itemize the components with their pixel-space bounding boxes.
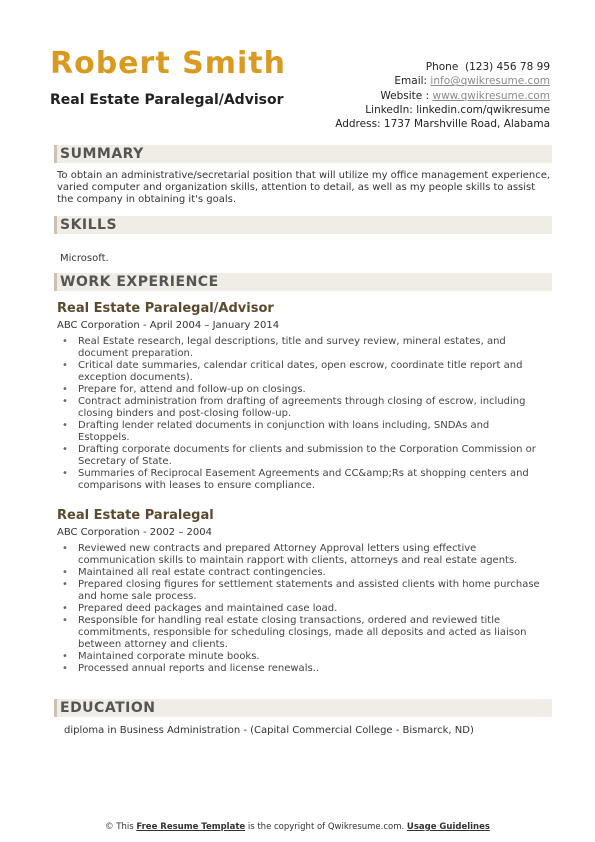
list-item: • Processed annual reports and license renewals.. bbox=[62, 663, 542, 675]
contact-linkedin bbox=[290, 103, 550, 117]
list-item: • Prepare for, attend and follow-up on closings. bbox=[62, 384, 542, 396]
list-item: • Maintained all real estate contract contingencies. bbox=[62, 567, 542, 579]
linkedin-value: linkedin.com/qwikresume bbox=[416, 103, 550, 116]
list-item: • Summaries of Reciprocal Easement Agreements and CC&amp;Rs at shopping centers and comparisons with leases to ensure compliance. bbox=[62, 468, 542, 492]
free-resume-template-link[interactable]: Free Resume Template bbox=[136, 822, 246, 832]
list-item: • Real Estate research, legal descriptions, title and survey review, mineral estates, and document preparation. bbox=[62, 336, 542, 360]
list-item: • Contract administration from drafting of agreements through closing of escrow, including closing binders and post-closing follow-up. bbox=[62, 396, 542, 420]
contact-email bbox=[290, 74, 550, 88]
email-label: Email: bbox=[394, 75, 428, 88]
job-title: Real Estate Paralegal bbox=[57, 508, 214, 523]
education-heading: EDUCATION bbox=[60, 700, 156, 716]
list-item: • Drafting corporate documents for clients and submission to the Corporation Commission or Secretary of State. bbox=[62, 444, 542, 468]
contact-block bbox=[290, 60, 550, 131]
footer-middle: is the copyright of Qwikresume.com. bbox=[247, 822, 405, 832]
list-item: • Reviewed new contracts and prepared Attorney Approval letters using effective communication skills to maintain rapport with clients, attorneys and real estate agents. bbox=[62, 543, 542, 567]
summary-line: varied computer and organization skills, attention to detail, as well as my people skills to assist bbox=[57, 182, 536, 193]
job-title: Real Estate Paralegal/Advisor bbox=[57, 301, 274, 316]
summary-line: the company in obtaining it's goals. bbox=[57, 194, 237, 205]
skills-heading: SKILLS bbox=[60, 217, 118, 233]
list-item: • Drafting lender related documents in conjunction with loans including, SNDAs and Estoppels. bbox=[62, 420, 542, 444]
footer bbox=[0, 821, 595, 833]
education-text: diploma in Business Administration - (Capital Commercial College - Bismarck, ND) bbox=[64, 725, 474, 736]
footer-prefix: © This bbox=[105, 822, 134, 832]
phone-label: Phone bbox=[425, 61, 459, 73]
address-value: 1737 Marshville Road, Alabama bbox=[383, 118, 550, 131]
job-bullets bbox=[62, 336, 542, 492]
experience-heading: WORK EXPERIENCE bbox=[60, 274, 219, 290]
contact-address bbox=[290, 117, 550, 131]
job-bullets bbox=[62, 543, 542, 675]
job-subtitle: ABC Corporation - April 2004 – January 2014 bbox=[57, 320, 280, 331]
email-link[interactable]: info@qwikresume.com bbox=[430, 75, 550, 88]
address-label: Address: bbox=[335, 118, 381, 131]
list-item: • Critical date summaries, calendar critical dates, open escrow, coordinate title report and exception documents). bbox=[62, 360, 542, 384]
summary-line: To obtain an administrative/secretarial position that will utilize my office management experience, bbox=[57, 170, 551, 181]
linkedin-label: LinkedIn: bbox=[365, 103, 413, 116]
candidate-role: Real Estate Paralegal/Advisor bbox=[50, 92, 284, 108]
list-item: • Maintained corporate minute books. bbox=[62, 651, 542, 663]
website-link[interactable]: www.qwikresume.com bbox=[432, 89, 550, 102]
website-label: Website : bbox=[380, 89, 430, 102]
contact-website bbox=[290, 89, 550, 103]
usage-guidelines-link[interactable]: Usage Guidelines bbox=[406, 822, 490, 832]
candidate-name: Robert Smith bbox=[50, 46, 286, 81]
contact-phone bbox=[290, 60, 550, 74]
education-section-header bbox=[54, 699, 552, 717]
summary-heading: SUMMARY bbox=[60, 146, 144, 162]
list-item: • Prepared closing figures for settlement statements and assisted clients with home purchase and home sale process. bbox=[62, 579, 542, 603]
skills-section-header bbox=[54, 216, 552, 234]
summary-section-header bbox=[54, 145, 552, 163]
list-item: • Prepared deed packages and maintained case load. bbox=[62, 603, 542, 615]
skills-text: Microsoft. bbox=[60, 253, 109, 264]
job-subtitle: ABC Corporation - 2002 – 2004 bbox=[57, 527, 212, 538]
list-item: • Responsible for handling real estate closing transactions, ordered and reviewed title commitments, responsible for scheduling closings, made all deposits and acted as liaison between attorney and clients. bbox=[62, 615, 542, 651]
phone-value: (123) 456 78 99 bbox=[464, 61, 550, 73]
summary-text bbox=[57, 170, 557, 206]
experience-section-header bbox=[54, 273, 552, 291]
